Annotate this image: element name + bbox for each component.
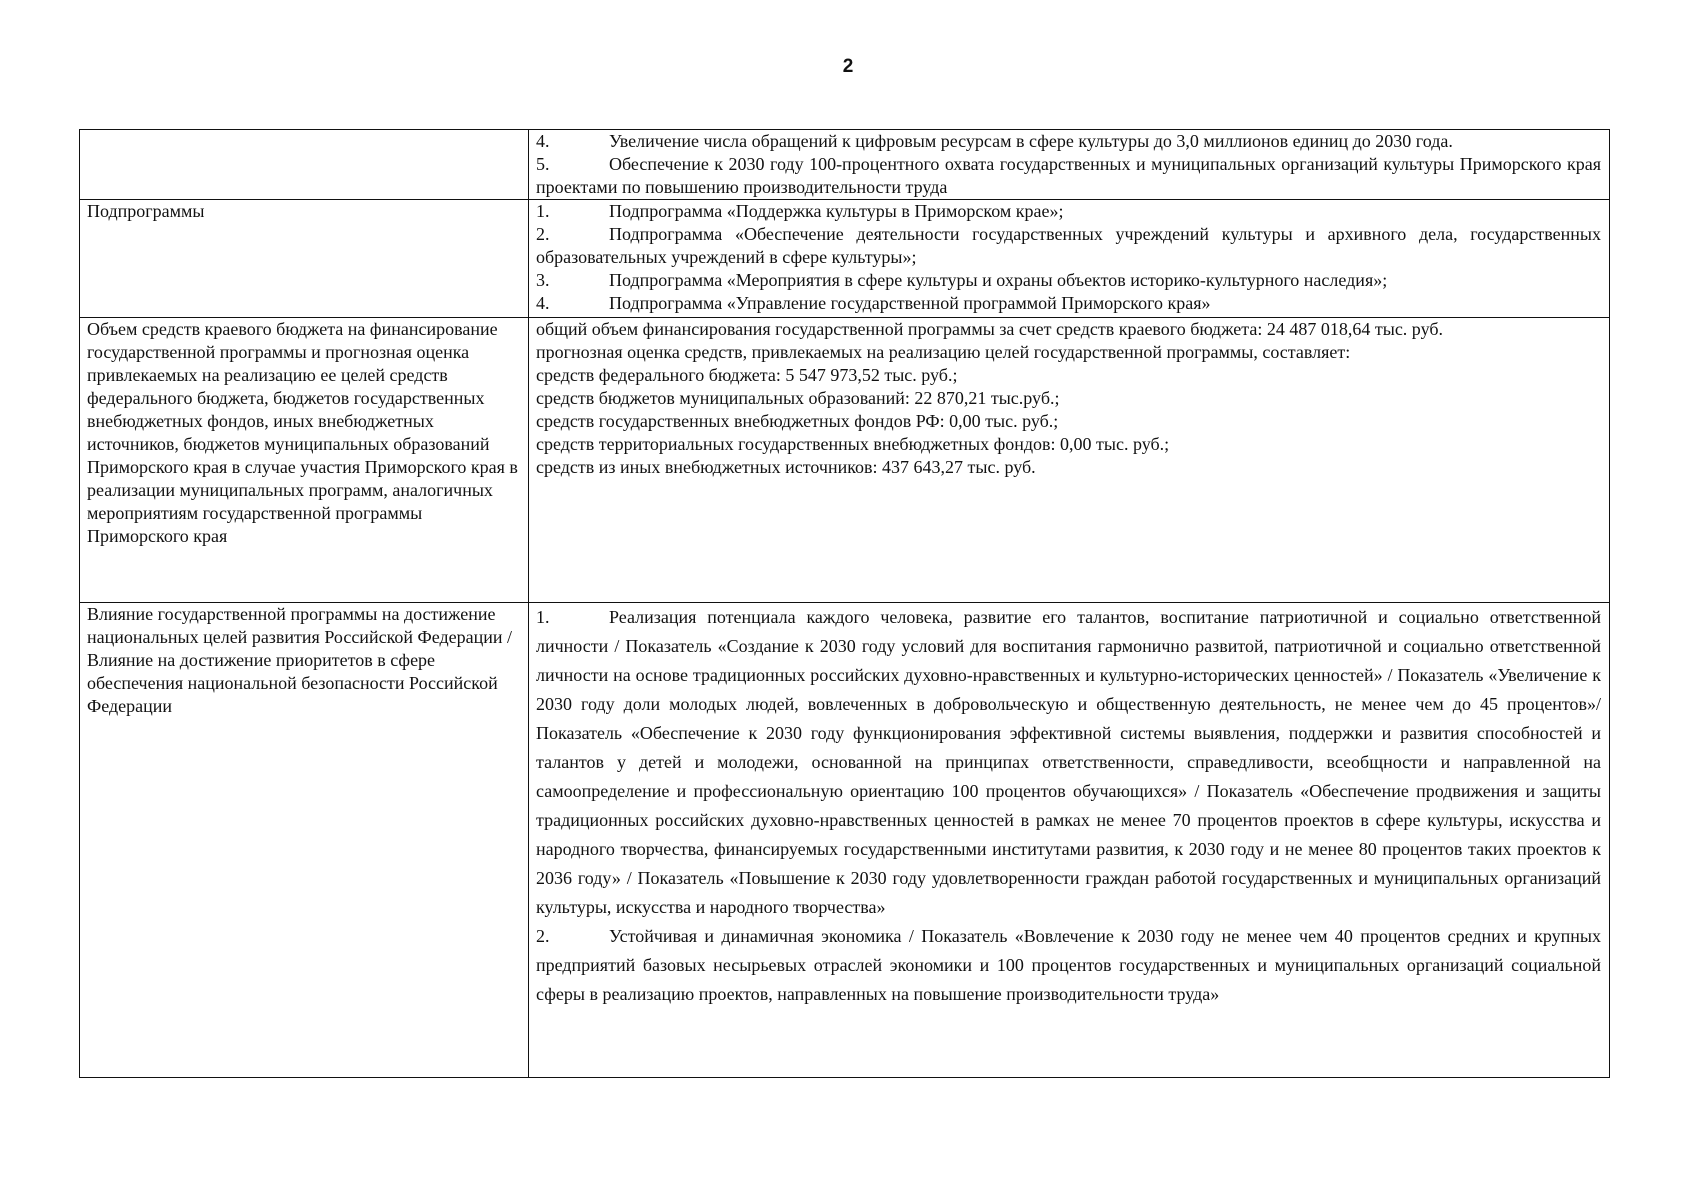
row-content xyxy=(529,200,1610,318)
row-content xyxy=(529,603,1610,1078)
list-item: 4. Увеличение числа обращений к цифровым ресурсам в сфере культуры до 3,0 миллионов единиц до 2030 года. xyxy=(536,131,1453,151)
table-row xyxy=(80,318,1610,603)
funding-line: средств государственных внебюджетных фондов РФ: 0,00 тыс. руб.; xyxy=(536,411,1059,431)
row-label: Подпрограммы xyxy=(80,200,529,318)
row-label: Объем средств краевого бюджета на финансирование государственной программы и прогнозная оценка привлекаемых на реализацию ее целей средств федерального бюджета, бюджетов государственных внебюджетных фондов, иных внебюджетных источников, бюджетов муниципальных образований Приморского края в случае участия Приморского края в реализации муниципальных программ, аналогичных мероприятиям государственной программы Приморского края xyxy=(80,318,529,603)
funding-line: средств федерального бюджета: 5 547 973,52 тыс. руб.; xyxy=(536,365,958,385)
funding-line: средств из иных внебюджетных источников: 437 643,27 тыс. руб. xyxy=(536,457,1036,477)
list-item: 4. Подпрограмма «Управление государственной программой Приморского края» xyxy=(536,293,1211,313)
list-item: 3. Подпрограмма «Мероприятия в сфере культуры и охраны объектов историко-культурного наследия»; xyxy=(536,270,1388,290)
table-row xyxy=(80,200,1610,318)
list-item: 2. Подпрограмма «Обеспечение деятельности государственных учреждений культуры и архивного дела, государственных образовательных учреждений в сфере культуры»; xyxy=(536,224,1601,267)
row-label xyxy=(80,130,529,200)
funding-line: прогнозная оценка средств, привлекаемых на реализацию целей государственной программы, составляет: xyxy=(536,342,1351,362)
funding-line: средств бюджетов муниципальных образований: 22 870,21 тыс.руб.; xyxy=(536,388,1060,408)
list-item: 1. Подпрограмма «Поддержка культуры в Приморском крае»; xyxy=(536,201,1064,221)
row-content xyxy=(529,318,1610,603)
row-content xyxy=(529,130,1610,200)
list-item: 2. Устойчивая и динамичная экономика / Показатель «Вовлечение к 2030 году не менее чем 40 процентов средних и крупных предприятий базовых несырьевых отраслей экономики и 100 процентов государственных и муниципальных организаций социальной сферы в реализацию проектов, направленных на повышение производительности труда» xyxy=(536,926,1601,1004)
funding-line: средств территориальных государственных внебюджетных фондов: 0,00 тыс. руб.; xyxy=(536,434,1170,454)
page-number: 2 xyxy=(842,56,854,77)
table-row xyxy=(80,130,1610,200)
table-row xyxy=(80,603,1610,1078)
program-passport-table xyxy=(79,129,1610,1078)
list-item: 5. Обеспечение к 2030 году 100-процентного охвата государственных и муниципальных организаций культуры Приморского края проектами по повышению производительности труда xyxy=(536,154,1601,197)
row-label: Влияние государственной программы на достижение национальных целей развития Российской Федерации / Влияние на достижение приоритетов в сфере обеспечения национальной безопасности Российской Федерации xyxy=(80,603,529,1078)
list-item: 1. Реализация потенциала каждого человека, развитие его талантов, воспитание патриотичной и социально ответственной личности / Показатель «Создание к 2030 году условий для воспитания гармонично развитой, патриотичной и социально ответственной личности на основе традиционных российских духовно-нравственных и культурно-исторических ценностей» / Показатель «Увеличение к 2030 году доли молодых людей, вовлеченных в добровольческую и общественную деятельность, не менее чем до 45 процентов»/ Показатель «Обеспечение к 2030 году функционирования эффективной системы выявления, поддержки и развития способностей и талантов у детей и молодежи, основанной на принципах ответственности, справедливости, всеобщности и направленной на самоопределение и профессиональную ориентацию 100 процентов обучающихся» / Показатель «Обеспечение продвижения и защиты традиционных российских духовно-нравственных ценностей в рамках не менее 70 процентов проектов в сфере культуры, искусства и народного творчества, финансируемых государственными институтами развития, к 2030 году и не менее 80 процентов таких проектов к 2036 году» / Показатель «Повышение к 2030 году удовлетворенности граждан работой государственных и муниципальных организаций культуры, искусства и народного творчества» xyxy=(536,607,1601,917)
funding-line: общий объем финансирования государственной программы за счет средств краевого бюджета: 24 487 018,64 тыс. руб. xyxy=(536,319,1443,339)
